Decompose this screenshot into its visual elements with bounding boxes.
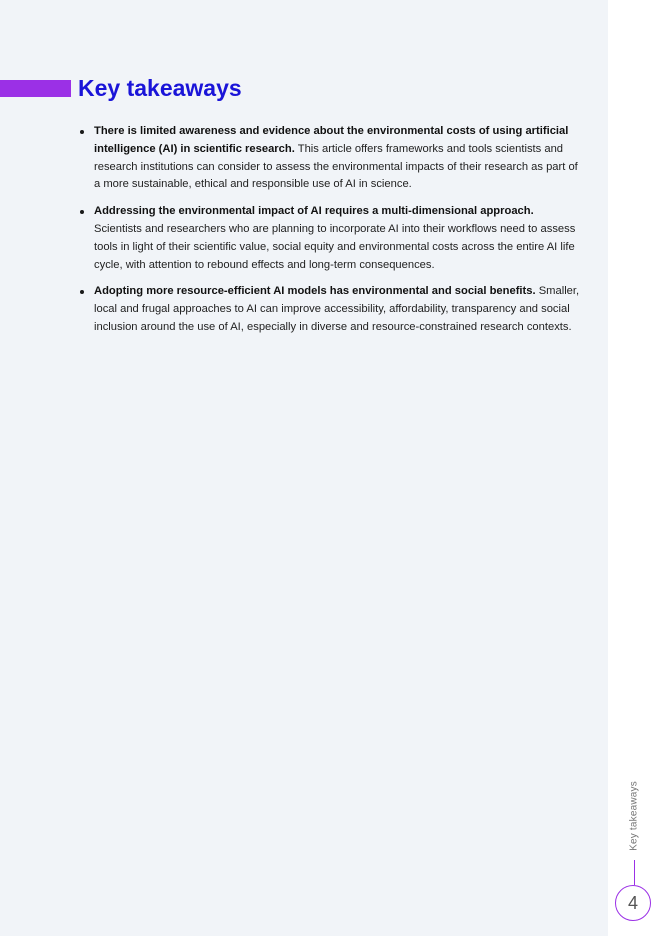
list-item xyxy=(94,123,584,194)
takeaways-list xyxy=(94,123,584,346)
title-accent-bar xyxy=(0,80,71,97)
takeaway-lead: There is limited awareness and evidence about the environmental costs of using artificial intelligence (AI) in scientific research. xyxy=(94,125,569,155)
takeaway-text: Scientists and researchers who are planning to incorporate AI into their workflows need to assess tools in light of their scientific value, social equity and environmental costs across the entire AI life cycle, with attention to rebound effects and long-term consequences. xyxy=(94,222,576,271)
takeaway-text: Smaller, local and frugal approaches to AI can improve accessibility, affordability, transparency and social inclusion around the use of AI, especially in diverse and resource-constrained research contexts. xyxy=(94,285,580,333)
takeaway-lead: Adopting more resource-efficient AI models has environmental and social benefits. xyxy=(94,285,536,298)
page-number: 4 xyxy=(615,885,651,921)
takeaway-text: This article offers frameworks and tools scientists and research institutions can consider to assess the environmental impacts of their research as part of a more sustainable, ethical and responsible use of AI in science. xyxy=(94,142,578,191)
list-item xyxy=(94,203,584,274)
section-divider-line xyxy=(634,860,635,885)
takeaway-lead: Addressing the environmental impact of AI requires a multi-dimensional approach. xyxy=(94,205,534,218)
list-item xyxy=(94,283,584,336)
section-label: Key takeaways xyxy=(628,781,640,851)
page-title: Key takeaways xyxy=(78,75,242,101)
